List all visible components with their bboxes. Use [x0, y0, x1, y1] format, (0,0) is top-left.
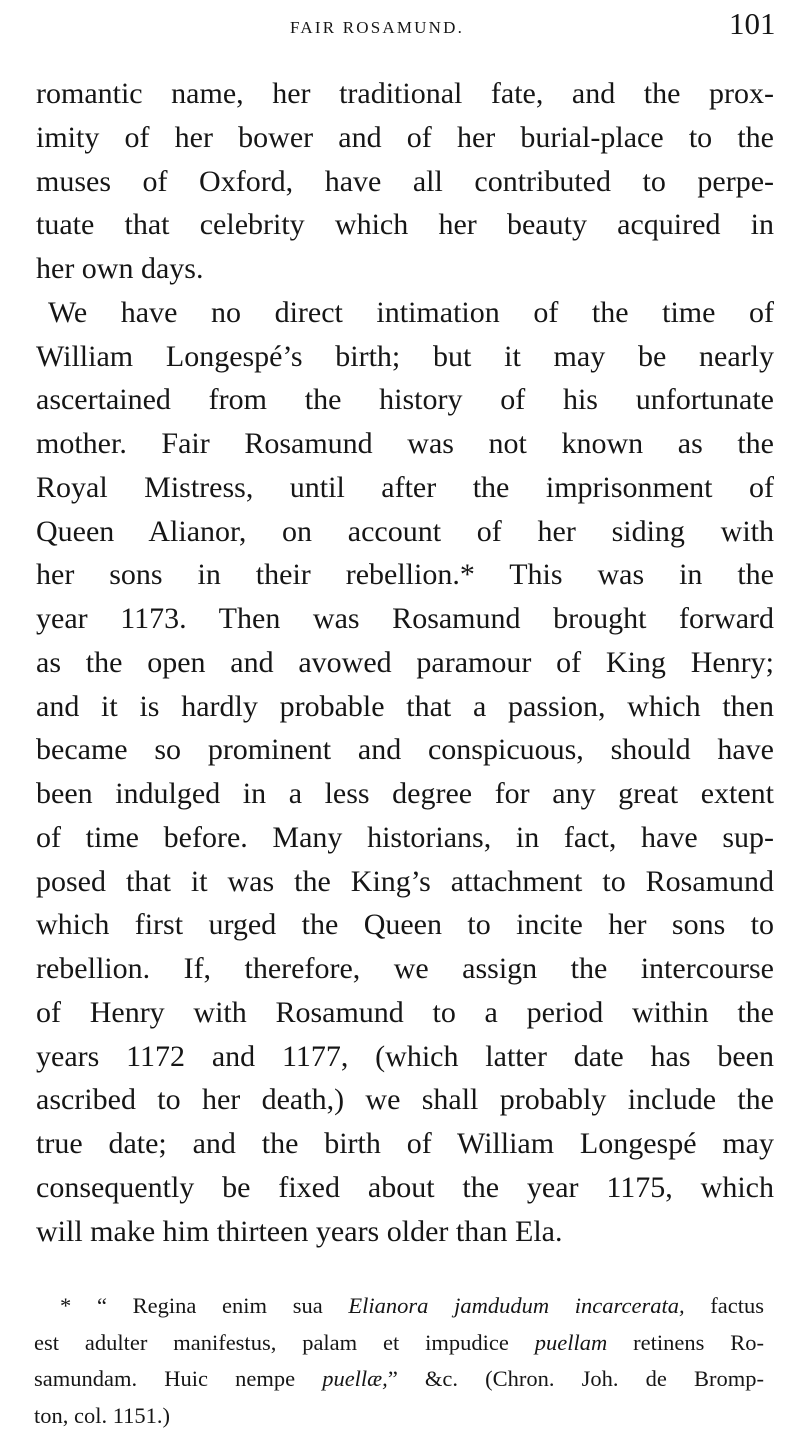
body-text: [36, 72, 774, 1253]
text-line: will make him thirteen years older than Ela.: [36, 1214, 563, 1248]
text-line: true date; and the birth of William Longespé may: [36, 1127, 774, 1160]
text-line: which first urged the Queen to incite her sons to: [36, 908, 774, 942]
page-number: 101: [729, 6, 776, 41]
footnote-line: [34, 1325, 764, 1362]
footnote-italic-text: Elianora jamdudum incarcerata,: [348, 1293, 685, 1318]
text-line: of time before. Many historians, in fact, have sup-: [36, 820, 774, 854]
footnote-text: factus: [684, 1293, 764, 1318]
text-line: rebellion. If, therefore, we assign the intercourse: [36, 952, 774, 985]
text-line: been indulged in a less degree for any great extent: [36, 777, 774, 810]
text-line: year 1173. Then was Rosamund brought forward: [36, 602, 774, 635]
footnote-text: ” &c. (Chron. Joh. de Bromp-: [387, 1366, 764, 1391]
text-line: her own days.: [36, 252, 204, 285]
footnote-italic-text: puellam: [534, 1329, 608, 1355]
footnote-text: samundam. Huic nempe: [34, 1366, 323, 1391]
footnote-italic-text: puellæ,: [322, 1366, 388, 1391]
text-line: her sons in their rebellion.* This was in the: [36, 558, 774, 592]
text-line: of Henry with Rosamund to a period within the: [36, 995, 774, 1029]
text-line: ascertained from the history of his unfortunate: [36, 383, 774, 417]
footnote-text: est adulter manifestus, palam et impudice: [34, 1329, 535, 1355]
footnote-text: * “ Regina enim sua: [60, 1293, 349, 1318]
running-title: FAIR ROSAMUND.: [290, 18, 465, 37]
text-line: romantic name, her traditional fate, and the prox-: [36, 77, 774, 110]
text-line: imity of her bower and of her burial-place to the: [36, 120, 774, 154]
text-line: years 1172 and 1177, (which latter date has been: [36, 1039, 774, 1073]
text-line: became so prominent and conspicuous, should have: [36, 733, 774, 767]
text-line: William Longespé’s birth; but it may be nearly: [36, 339, 774, 373]
text-line: and it is hardly probable that a passion, which then: [36, 689, 774, 723]
text-line: as the open and avowed paramour of King Henry;: [36, 645, 774, 679]
text-line: Queen Alianor, on account of her siding with: [36, 514, 774, 548]
running-head: [0, 4, 800, 44]
text-line: muses of Oxford, have all contributed to perpe-: [36, 164, 774, 198]
footnote-line: [34, 1288, 764, 1325]
footnote-text: retinens Ro-: [607, 1329, 764, 1355]
text-line: Royal Mistress, until after the imprisonment of: [36, 470, 774, 504]
text-line: mother. Fair Rosamund was not known as the: [36, 427, 774, 460]
text-line: consequently be fixed about the year 1175, which: [36, 1170, 774, 1204]
footnote-line: ton, col. 1151.): [34, 1402, 171, 1428]
text-line: posed that it was the King’s attachment to Rosamund: [36, 864, 774, 898]
footnote: [34, 1288, 764, 1434]
text-line: ascribed to her death,) we shall probably include the: [36, 1083, 774, 1117]
text-line: tuate that celebrity which her beauty acquired in: [36, 208, 774, 242]
footnote-line: [34, 1361, 764, 1398]
text-line: We have no direct intimation of the time of: [48, 295, 774, 329]
